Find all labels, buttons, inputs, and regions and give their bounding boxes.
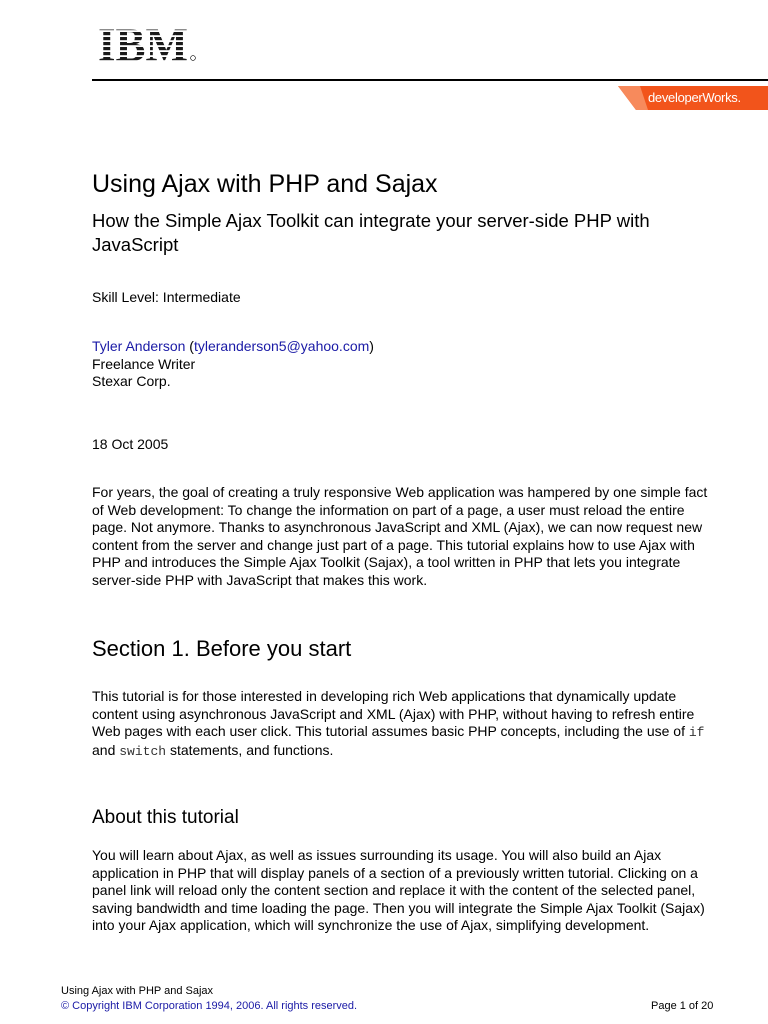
section-intro-and: and: [92, 741, 116, 758]
developerworks-banner: [618, 86, 768, 110]
document-subtitle: How the Simple Ajax Toolkit can integrate your server-side PHP with JavaScript: [92, 210, 650, 255]
footer-copyright-link[interactable]: © Copyright IBM Corporation 1994, 2006. All rights reserved.: [61, 1000, 358, 1012]
author-email-link[interactable]: tyleranderson5@yahoo.com: [193, 338, 370, 354]
header-rule: [92, 79, 768, 81]
document-title: Using Ajax with PHP and Sajax: [92, 170, 438, 198]
section-heading: Section 1. Before you start: [92, 636, 352, 661]
footer-title: Using Ajax with PHP and Sajax: [61, 985, 214, 997]
ibm-logo-text: IBM: [98, 22, 188, 64]
author-line: Tyler Anderson (tyleranderson5@yahoo.com): [92, 338, 374, 354]
subsection-heading: About this tutorial: [92, 807, 239, 828]
code-switch: switch: [119, 743, 167, 759]
developerworks-label: developerWorks.: [648, 90, 741, 105]
ibm-logo: [98, 22, 198, 64]
about-paragraph: You will learn about Ajax, as well as issues surrounding its usage. You will also build an Ajax application in PHP that will display panels of a section of a previously written tutorial. Clicking on a panel link will reload only the content section and replace it with the content of the selected panel, saving bandwidth and time loading the page. Then you will integrate the Simple Ajax Toolkit (Sajax) into your Ajax application, which will synchronize the use of Ajax, simplifying development.: [92, 847, 705, 934]
section-intro-text: This tutorial is for those interested in developing rich Web applications that dynamically update content using asynchronous JavaScript and XML (Ajax) with PHP, without having to refresh entire Web pages with each user click. This tutorial assumes basic PHP concepts, including the use of: [92, 688, 695, 740]
section-intro-paragraph: [92, 688, 712, 760]
abstract-paragraph: For years, the goal of creating a truly responsive Web application was hampered by one simple fact of Web development: To change the information on part of a page, a user must reload the entire page. Not anymore. Thanks to asynchronous JavaScript and XML (Ajax), we can now request new content from the server and change just part of a page. This tutorial explains how to use Ajax with PHP and introduces the Simple Ajax Toolkit (Sajax), a tool written in PHP that lets you integrate server-side PHP with JavaScript that makes this work.: [92, 484, 708, 588]
publish-date: 18 Oct 2005: [92, 436, 169, 452]
section-intro-tail: statements, and functions.: [169, 741, 334, 758]
author-role: Freelance Writer: [92, 355, 196, 372]
author-company: Stexar Corp.: [92, 373, 171, 389]
footer-page-number: Page 1 of 20: [651, 1000, 714, 1012]
author-name-link[interactable]: Tyler Anderson: [92, 338, 186, 354]
skill-level: Skill Level: Intermediate: [92, 289, 241, 305]
author-block: [92, 338, 374, 391]
code-if: if: [688, 725, 705, 741]
